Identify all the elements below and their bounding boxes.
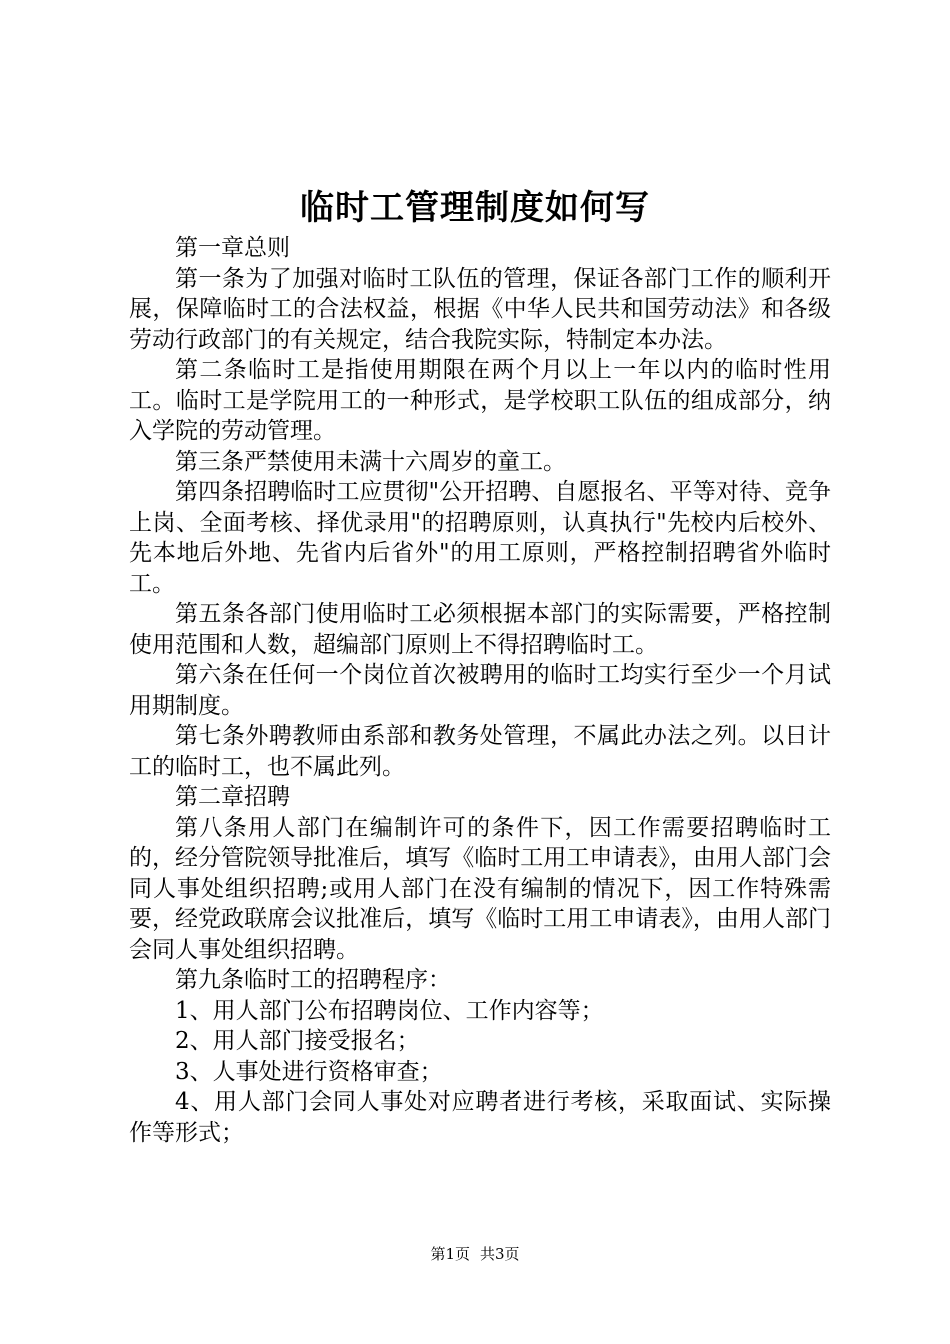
chapter-heading: 第二章招聘 (175, 784, 290, 810)
article-paragraph: 第八条用人部门在编制许可的条件下，因工作需要招聘临时工的，经分管院领导批准后，填写《临时工用工申请表》，由用人部门会同人事处组织招聘;或用人部门在没有编制的情况下，因工作特殊需要，经党政联席会议批准后，填写《临时工用工申请表》，由用人部门会同人事处组织招聘。 (129, 814, 831, 963)
article-paragraph: 第七条外聘教师由系部和教务处管理，不属此办法之列。以日计工的临时工，也不属此列。 (129, 723, 831, 780)
article-paragraph: 第六条在任何一个岗位首次被聘用的临时工均实行至少一个月试用期制度。 (129, 662, 831, 719)
list-item: 2、用人部门接受报名； (175, 1028, 420, 1054)
page-number: 第1页 (430, 1245, 470, 1263)
article-paragraph: 第一条为了加强对临时工队伍的管理，保证各部门工作的顺利开展，保障临时工的合法权益，根据《中华人民共和国劳动法》和各级劳动行政部门的有关规定，结合我院实际，特制定本办法。 (129, 265, 831, 353)
page-footer (0, 1244, 950, 1264)
article-paragraph: 第四条招聘临时工应贯彻"公开招聘、自愿报名、平等对待、竞争上岗、全面考核、择优录用"的招聘原则，认真执行"先校内后校外、先本地后外地、先省内后省外"的用工原则，严格控制招聘省外临时工。 (129, 479, 831, 597)
chapter-heading: 第一章总则 (175, 235, 290, 261)
list-item: 1、用人部门公布招聘岗位、工作内容等； (175, 997, 604, 1024)
list-item: 4、用人部门会同人事处对应聘者进行考核，采取面试、实际操作等形式； (129, 1089, 831, 1146)
document-title: 临时工管理制度如何写 (300, 188, 650, 228)
article-paragraph: 第二条临时工是指使用期限在两个月以上一年以内的临时性用工。临时工是学院用工的一种形式，是学校职工队伍的组成部分，纳入学院的劳动管理。 (129, 357, 831, 444)
article-paragraph: 第五条各部门使用临时工必须根据本部门的实际需要，严格控制使用范围和人数，超编部门原则上不得招聘临时工。 (129, 601, 831, 658)
article-paragraph: 第三条严禁使用未满十六周岁的童工。 (175, 448, 566, 475)
document-body (129, 233, 831, 1148)
article-paragraph: 第九条临时工的招聘程序： (175, 967, 451, 993)
page-total: 共3页 (480, 1245, 520, 1263)
list-item: 3、人事处进行资格审查； (175, 1058, 443, 1085)
